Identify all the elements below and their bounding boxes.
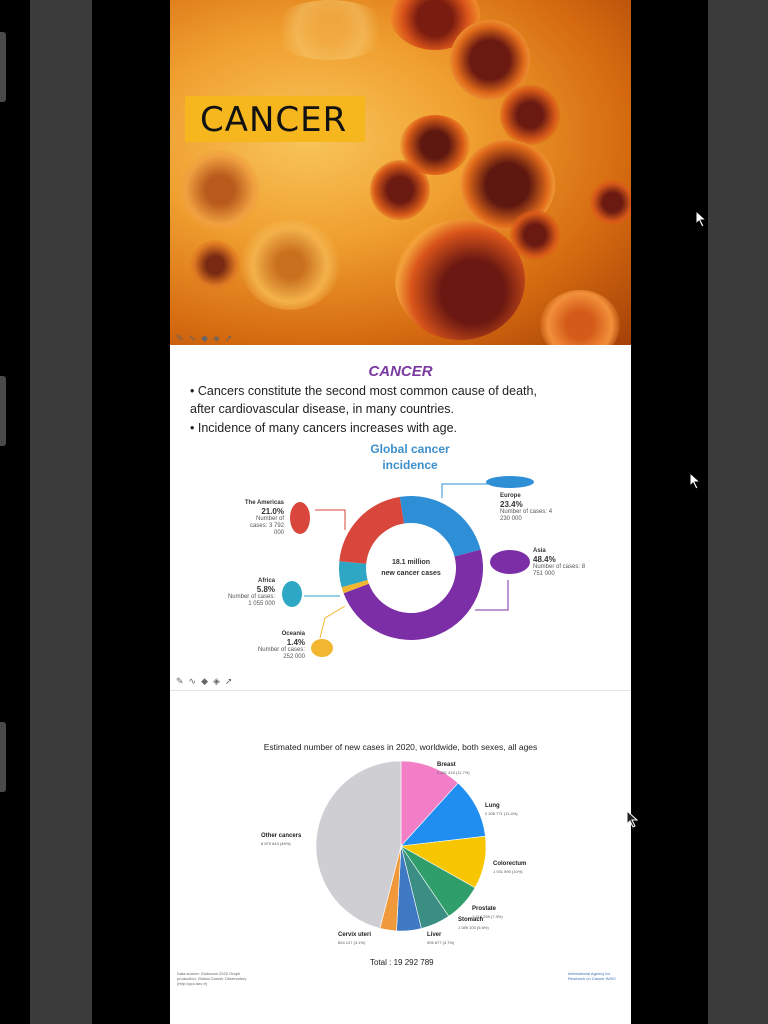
donut-title-line-1: Global cancer (370, 442, 450, 456)
bullet-line-1: • Cancers constitute the second most common cause of death, (190, 384, 537, 398)
pie-label-value: 1 414 259 (7.3%) (472, 914, 503, 919)
pie-label-name: Cervix uteri (338, 932, 372, 938)
annotation-toolbar-1[interactable] (176, 333, 232, 344)
region-cases-label: Number of cases: (249, 516, 284, 529)
data-source-footer: Data source: Globocan 2020 Graph production: Global Cancer Observatory (http://gco.iarc.fr) (177, 971, 247, 986)
region-cases: 4 230 000 (500, 509, 553, 522)
region-cases: 8 751 000 (533, 564, 586, 577)
region-cases-label: Number of cases: (257, 647, 305, 653)
slide-3-new-cases-pie (170, 690, 631, 1024)
highlighter-icon[interactable]: ◆ (201, 676, 209, 686)
region-name: Asia (533, 548, 546, 554)
edge-handle-middle[interactable] (0, 376, 6, 446)
pie-label-value: 1 089 103 (5.6%) (458, 925, 489, 930)
left-margin-panel (30, 0, 92, 1024)
pie-label-name: Other cancers (261, 833, 302, 839)
region-name: Africa (257, 578, 275, 584)
pie-label-cervix-uteri (338, 932, 371, 946)
region-cases: 1 055 000 (248, 601, 275, 607)
pen-tool-icon[interactable]: ✎ (176, 676, 184, 686)
bullet-line-3: • Incidence of many cancers increases with age. (190, 421, 458, 435)
pie-chart (170, 759, 631, 959)
pie-label-value: 2 206 771 (11.4%) (485, 811, 518, 816)
region-label-oceania (255, 631, 305, 661)
region-label-americas (240, 500, 284, 537)
pie-label-value: 905 677 (4.7%) (427, 940, 455, 945)
edge-handle-bottom[interactable] (0, 722, 6, 792)
americas-map-icon (290, 502, 310, 534)
region-name: Europe (500, 493, 521, 499)
pie-label-value: 604 127 (3.1%) (338, 940, 366, 945)
region-cases: 3 792 000 (268, 523, 284, 536)
region-cases-label: Number of cases: (227, 594, 275, 600)
slide-2-title: CANCER (368, 363, 433, 380)
region-name: Oceania (281, 631, 305, 637)
mouse-cursor-icon (626, 810, 640, 828)
region-cases: 252 000 (283, 654, 305, 660)
mouse-cursor-icon (695, 210, 709, 228)
region-pct: 23.4% (500, 500, 523, 509)
europe-map-icon (486, 476, 534, 488)
pie-total: Total : 19 292 789 (370, 958, 434, 967)
pie-label-lung (485, 803, 518, 817)
pointer-icon[interactable]: ➚ (224, 676, 233, 686)
pie-label-value: 8 879 843 (46%) (261, 841, 291, 846)
africa-map-icon (282, 581, 302, 607)
right-margin-panel (708, 0, 768, 1024)
mouse-cursor-icon (689, 472, 703, 490)
pie-label-name: Breast (437, 762, 456, 768)
region-pct: 1.4% (286, 638, 305, 647)
slide-2-global-incidence (170, 345, 631, 690)
pie-label-name: Colorectum (493, 861, 527, 867)
pie-label-name: Liver (427, 932, 442, 938)
pie-label-colorectum (493, 861, 526, 875)
region-pct: 5.8% (256, 585, 275, 594)
pie-label-breast (437, 762, 470, 776)
donut-center-label-2: new cancer cases (381, 570, 441, 577)
region-pct: 21.0% (261, 507, 284, 516)
leader-line (442, 484, 488, 498)
slide-1-cancer-cells-image (170, 0, 631, 345)
pie-label-liver (427, 932, 454, 946)
eraser-icon[interactable]: ◈ (213, 333, 220, 343)
iarc-logo-text: International Agency for Research on Cancer WHO (568, 971, 616, 981)
donut-chart-title (350, 441, 470, 473)
donut-hole (367, 524, 455, 612)
pen-tool-icon[interactable]: ✎ (176, 333, 184, 343)
pie-label-stomach (458, 917, 489, 931)
region-cases-label: Number of cases: (500, 509, 548, 515)
donut-title-line-2: incidence (382, 458, 438, 472)
region-label-africa (225, 578, 275, 608)
wave-tool-icon[interactable]: ∿ (188, 676, 197, 686)
region-pct: 48.4% (533, 555, 556, 564)
pie-label-value: 1 931 590 (10%) (493, 869, 523, 874)
pie-label-value: 2 261 419 (11.7%) (437, 770, 470, 775)
pointer-icon[interactable]: ➚ (224, 333, 233, 343)
eraser-icon[interactable]: ◈ (213, 676, 220, 686)
leader-line (315, 510, 345, 530)
edge-handle-top[interactable] (0, 32, 6, 102)
pie-chart-title: Estimated number of new cases in 2020, worldwide, both sexes, all ages (263, 742, 538, 752)
wave-tool-icon[interactable]: ∿ (188, 333, 197, 343)
oceania-map-icon (311, 639, 333, 657)
asia-map-icon (490, 550, 530, 574)
pie-label-other-cancers (261, 833, 301, 847)
leader-line (320, 606, 345, 638)
pie-label-name: Lung (485, 803, 500, 809)
region-label-asia (533, 548, 593, 578)
annotation-toolbar-2[interactable] (176, 676, 232, 687)
donut-center-label-1: 18.1 million (391, 559, 431, 566)
region-name: The Americas (244, 500, 284, 506)
pie-label-name: Prostate (472, 906, 497, 912)
highlighter-icon[interactable]: ◆ (201, 333, 209, 343)
bullet-line-2: after cardiovascular disease, in many countries. (190, 402, 455, 416)
slide-1-title: CANCER (200, 100, 348, 140)
pie-label-name: Stomach (458, 917, 484, 923)
region-label-europe (500, 493, 560, 523)
region-cases-label: Number of cases: (533, 564, 581, 570)
